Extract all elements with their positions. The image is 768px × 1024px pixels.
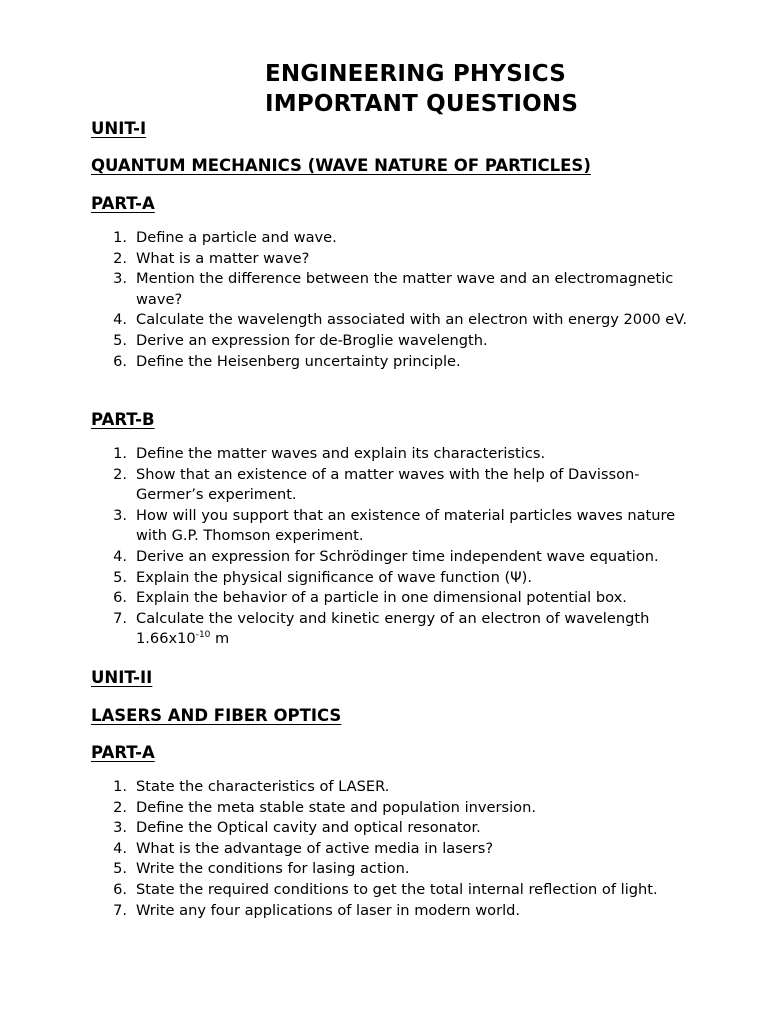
unit-1-part-b-heading: PART-B [91,410,155,429]
question-number: 2. [113,249,127,267]
question-text-main: Explain the physical significance of wave function (Ψ). [136,568,532,586]
question-number: 5. [113,860,127,878]
unit-1-topic-heading: QUANTUM MECHANICS (WAVE NATURE OF PARTICLES) [91,156,591,175]
question-text-main: Define the meta stable state and population inversion. [136,798,536,816]
question-text [136,311,687,328]
question-number: 7. [113,901,127,919]
title-line-1: ENGINEERING PHYSICS [265,61,567,87]
question-number: 4. [113,547,127,565]
unit-2-part-a-heading: PART-A [91,743,155,762]
question-unit: m [210,630,230,648]
question-number: 1. [113,229,127,246]
question-text [136,610,649,648]
question-number: 5. [113,568,127,586]
question-item [91,609,691,650]
question-item [91,839,691,860]
question-text-main: Define the matter waves and explain its characteristics. [136,445,546,462]
question-text [136,332,488,349]
unit-2-heading: UNIT-II [91,668,153,687]
question-text [136,229,337,246]
question-text-main: How will you support that an existence of material particles waves nature with G.P. Thomson experiment. [136,506,676,545]
question-item [91,880,691,901]
question-text-main: Define the Heisenberg uncertainty principle. [136,352,461,370]
question-number: 3. [113,270,127,288]
question-text-main: State the characteristics of LASER. [136,778,390,795]
question-item [91,228,691,249]
question-text-main: Derive an expression for de-Broglie wavelength. [136,331,488,349]
question-text [136,569,532,586]
question-number: 2. [113,465,127,483]
question-number: 4. [113,839,127,857]
question-text [136,881,658,898]
question-item [91,859,691,880]
question-item [91,901,691,922]
question-number: 5. [113,331,127,349]
question-text-main: Write any four applications of laser in modern world. [136,901,521,919]
question-text-main: Define the Optical cavity and optical resonator. [136,819,481,837]
question-text-main: Write the conditions for lasing action. [136,860,410,878]
question-number: 7. [113,609,127,627]
question-text-main: Define a particle and wave. [136,229,337,246]
question-text-main: Calculate the wavelength associated with an electron with energy 2000 eV. [136,311,688,329]
question-text-main: State the required conditions to get the total internal reflection of light. [136,880,658,898]
question-number: 6. [113,589,127,607]
question-item [91,568,691,589]
question-item [91,777,691,798]
unit-2-topic-heading: LASERS AND FIBER OPTICS [91,706,342,725]
unit-1-part-a-heading: PART-A [91,194,155,213]
question-number: 6. [113,352,127,370]
title-line-2: IMPORTANT QUESTIONS [265,91,579,117]
question-text [136,445,545,462]
question-item [91,818,691,839]
question-item [91,352,691,373]
question-item [91,444,691,465]
question-text [136,507,675,545]
question-item [91,249,691,270]
question-item [91,331,691,352]
question-number: 2. [113,798,127,816]
question-text-main: What is the advantage of active media in lasers? [136,839,494,857]
question-number: 1. [113,778,127,795]
question-item [91,547,691,568]
question-text [136,840,493,857]
question-number: 3. [113,819,127,837]
question-text [136,860,410,877]
question-text [136,353,461,370]
question-text-main: Show that an existence of a matter waves with the help of Davisson-Germer’s experiment. [136,465,640,504]
question-text [136,819,481,836]
question-number: 1. [113,445,127,462]
question-item [91,465,691,506]
question-number: 4. [113,311,127,329]
unit-1-heading: UNIT-I [91,119,147,138]
unit-2-part-a-questions [91,777,691,921]
question-text [136,902,520,919]
question-text-main: Explain the behavior of a particle in one dimensional potential box. [136,589,627,607]
unit-1-part-a-questions [91,228,691,372]
question-text [136,799,536,816]
question-text [136,250,309,267]
question-text [136,778,389,795]
question-item [91,506,691,547]
question-text-main: What is a matter wave? [136,249,310,267]
question-text [136,466,640,504]
question-number: 6. [113,880,127,898]
question-item [91,588,691,609]
question-item [91,310,691,331]
question-text-main: Calculate the velocity and kinetic energy of an electron of wavelength 1.66x10 [136,609,650,648]
question-number: 3. [113,506,127,524]
question-exponent: -10 [195,630,211,641]
question-text-main: Mention the difference between the matter wave and an electromagnetic wave? [136,270,674,308]
question-text-main: Derive an expression for Schrödinger time independent wave equation. [136,547,659,565]
question-item [91,798,691,819]
question-text [136,270,673,308]
unit-1-part-b-questions [91,444,691,650]
page-title [265,59,578,119]
question-text [136,548,659,565]
question-text [136,589,627,606]
question-item [91,269,691,310]
